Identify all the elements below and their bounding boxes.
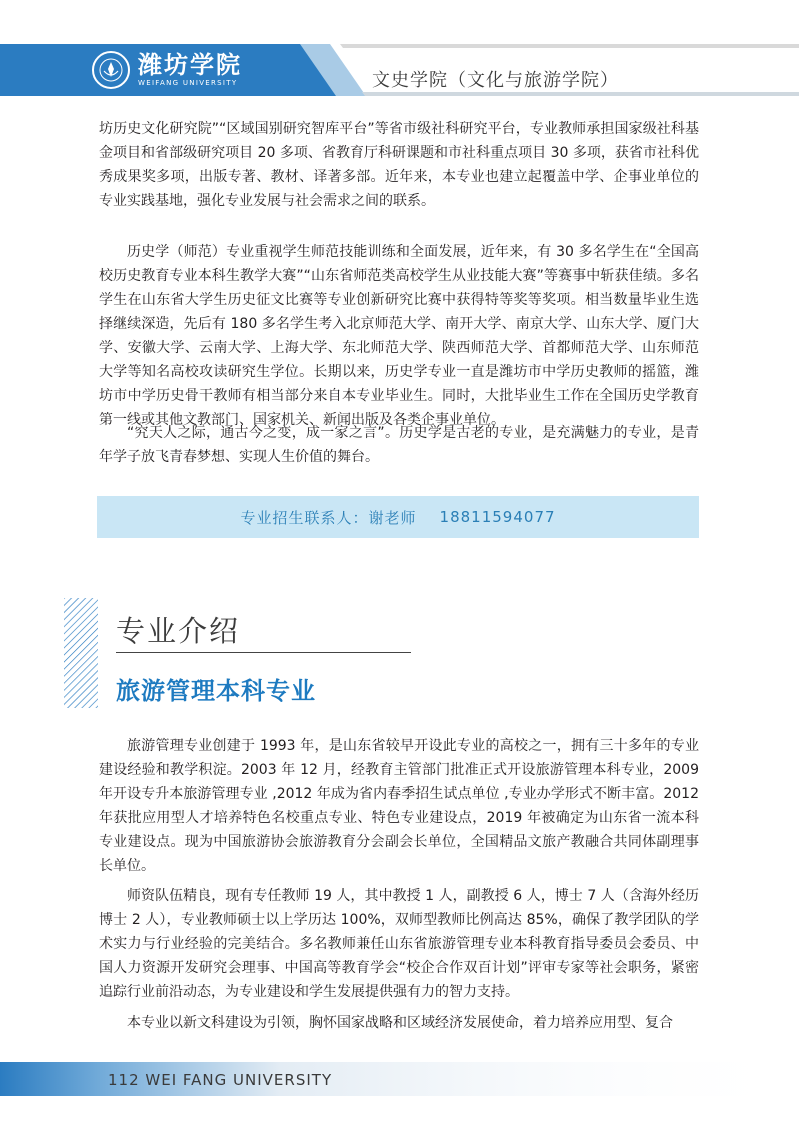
- history-paragraph-3: “究天人之际，通古今之变，成一家之言”。历史学是古老的专业，是充满魅力的专业，是青年学子放飞青春梦想、实现人生价值的舞台。: [99, 425, 699, 465]
- admission-contact-box: [97, 496, 699, 538]
- footer-text: [108, 1071, 332, 1089]
- university-logo: [92, 48, 242, 92]
- college-name: 文史学院（文化与旅游学院）: [372, 70, 619, 91]
- logo-chinese-name: 潍坊学院: [138, 50, 242, 79]
- section-title: 专业介绍: [116, 614, 241, 648]
- intro-paragraph-2: 师资队伍精良，现有专任教师 19 人，其中教授 1 人，副教授 6 人，博士 7 人（含海外经历博士 2 人），专业教师硕士以上学历达 100%，双师型教师比例高达 85%，确保了教学团队的学术实力与行业经验的完美结合。多名教师兼任山东省旅游管理专业本科教育指导委员会委员、中国人力资源开发研究会理事、中国高等教育学会“校企合作双百计划”评审专家等社会职务，紧密追踪行业前沿动态，为专业建设和学生发展提供强有力的智力支持。: [99, 888, 699, 1000]
- history-paragraph-1: 坊历史文化研究院”“区域国别研究智库平台”等省市级社科研究平台，专业教师承担国家级社科基金项目和省部级研究项目 20 多项、省教育厅科研课题和市社科重点项目 30 多项，获省市社科优秀成果奖多项，出版专著、教材、译著多部。近年来，本专业也建立起覆盖中学、企事业单位的专业实践基地，强化专业发展与社会需求之间的联系。: [99, 121, 699, 209]
- logo-english-name: WEIFANG UNIVERSITY: [138, 79, 238, 87]
- page-number: 112: [108, 1071, 140, 1089]
- university-seal-icon: [92, 51, 130, 89]
- decorative-hatch-icon: [64, 598, 98, 708]
- section-underline: [116, 652, 411, 653]
- contact-phone[interactable]: 18811594077: [439, 508, 556, 526]
- intro-paragraph-3: 本专业以新文科建设为引领，胸怀国家战略和区域经济发展使命，着力培养应用型、复合: [127, 1015, 673, 1031]
- history-paragraph-2: 历史学（师范）专业重视学生师范技能训练和全面发展，近年来，有 30 多名学生在“全国高校历史教育专业本科生教学大赛”“山东省师范类高校学生从业技能大赛”等赛事中斩获佳绩。多名学生在山东省大学生历史征文比赛等专业创新研究比赛中获得特等奖等奖项。相当数量毕业生选择继续深造，先后有 180 多名学生考入北京师范大学、南开大学、南京大学、山东大学、厦门大学、安徽大学、云南大学、上海大学、东北师范大学、陕西师范大学、首都师范大学、山东师范大学等知名高校攻读研究生学位。长期以来，历史学专业一直是潍坊市中学历史教师的摇篮，潍坊市中学历史骨干教师有相当部分来自本专业毕业生。同时，大批毕业生工作在全国历史学教育第一线或其他文教部门、国家机关、新闻出版及各类企事业单位。: [99, 244, 699, 428]
- footer-university: WEI FANG UNIVERSITY: [145, 1071, 333, 1089]
- contact-label: 专业招生联系人：谢老师: [240, 508, 417, 527]
- major-title: 旅游管理本科专业: [116, 677, 316, 705]
- intro-paragraph-1: 旅游管理专业创建于 1993 年，是山东省较早开设此专业的高校之一，拥有三十多年的专业建设经验和教学积淀。2003 年 12 月，经教育主管部门批准正式开设旅游管理本科专业，2009 年开设专升本旅游管理专业 ,2012 年成为省内春季招生试点单位 ,专业办学形式不断丰富。2012 年获批应用型人才培养特色名校重点专业、特色专业建设点，2019 年被确定为山东省一流本科专业建设点。现为中国旅游协会旅游教育分会副会长单位，全国精品文旅产教融合共同体副理事长单位。: [99, 738, 699, 874]
